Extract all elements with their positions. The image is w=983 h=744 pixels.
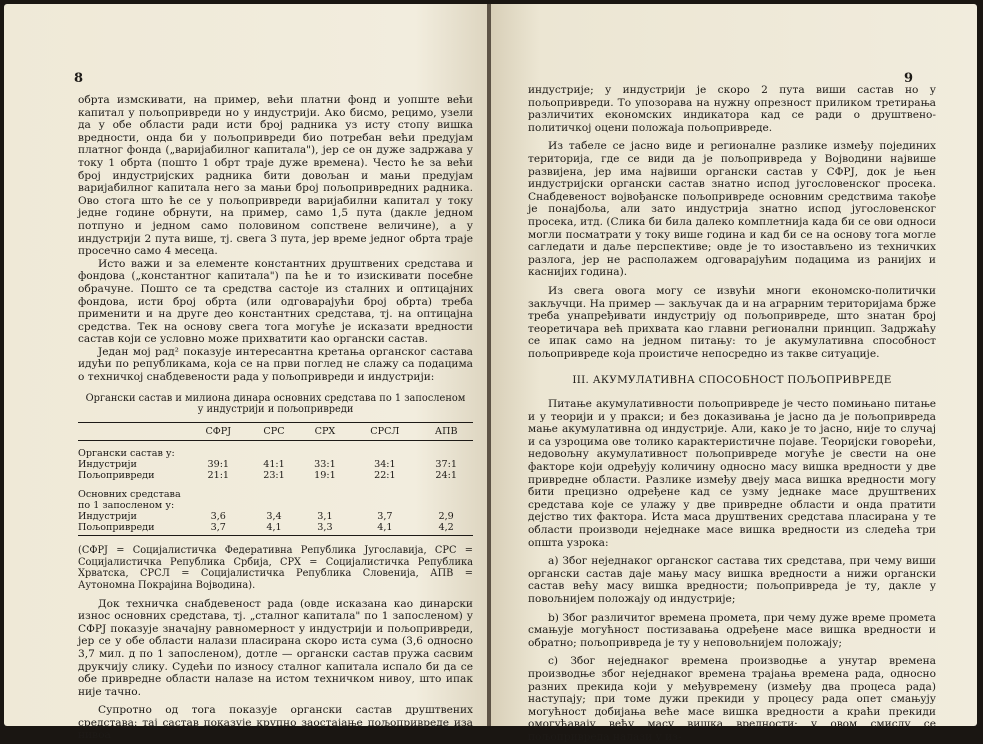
paragraph: обрта измскивати, на пример, већи платни фонд и уопште већи капитал у пољопривреди но у индустрији. Ако бисмо, рецимо, узели да у обе области ради исти број радника уз исту стопу вишка вредности, онда би у пољопривреди био потребан већи предујам платног фонда („варијабилног капитала"), јер се он дуже задржава у току 1 обрта (пошто 1 обрт траје дуже времена). Често ће за већи број индустријских радника бити довољан и мањи предујам варијабилног капитала него за мањи број пољопривредних радника. Ово стога што ће се у пољопривреди варијабилни капитал у току једне године обрнути, на пример, само 1,5 пута (дакле једном потпуно и једном само половином сопствене величине), а у индустрији 2 пута више, тј. свега 3 пута, јер време једног обрта траје просечно само 4 месеца. [78,94,473,258]
table-row [78,511,473,522]
table-cell: 3,3 [299,522,350,536]
table-cell: 3,6 [210,511,226,523]
table-group-label-row [78,500,473,511]
table-cell: 41:1 [263,459,285,471]
table-header-cell: АПВ [419,422,473,440]
table-cell: 24:1 [435,470,457,482]
table-header-cell [78,422,188,440]
paragraph: Док техничка снабдевеност рада (овде исказана као динарски износ основних средстава, тј. „сталног капитала" по 1 запосленом) у СФРЈ показује значајну равномерност у индустрији и пољопривреди, јер се у обе области налази пласирана скоро иста сума (3,6 односно 3,7 мил. д по 1 запосленом), дотле — органски састав пружа сасвим друкчију слику. Судећи по износу сталног капитала испало би да се обе привредне области налазе на истом техничком нивоу, што ипак није тачно. [78,597,473,698]
table-row-label: Пољопривреди [78,522,188,536]
table-row-label: Индустрији [78,511,137,523]
table-header-cell: СФРЈ [188,422,249,440]
table-cell: 2,9 [438,511,454,523]
table-cell: 19:1 [314,470,336,482]
table-header-cell: СРХ [299,422,350,440]
paragraph: Из свега овога могу се извући многи економско-политички закључци. На пример — закључак да и на аграрним територијама брже треба унапређивати индустрију од пољопривреде, што знатан број теоретичара већ прихвата као главни регионални принцип. Задржаћу се ипак само на једном питању: то је акумулативна способност пољопривреде која проистиче непосредно из такве ситуације. [528,284,936,360]
table-cell: 39:1 [207,459,230,471]
table-row-label: Пољопривреди [78,470,155,482]
page-number: 8 [74,71,84,86]
table-cell: 22:1 [374,470,396,482]
table-row [78,470,473,481]
data-table [78,422,473,537]
table-cell: 3,7 [377,511,393,523]
table-cell: 34:1 [374,459,396,471]
table-title-line: у индустрији и пољопривреди [197,404,354,416]
list-item: а) Због неједнаког органског састава тих средстава, при чему виши органски састав даје мању масу вишка вредности а нижи органски састав већу масу вишка вредности; пољопривреда је ту, дакле у повољнијем положају од индустрије; [528,555,936,605]
paragraph: индустрије; у индустрији је скоро 2 пута виши састав но у пољопривреди. То упозорава на нужну опрезност приликом третирања различитих економских индикатора кад се ради о друштвено-политичкој оцени положаја пољопривреде. [528,84,936,134]
section-heading: III. АКУМУЛАТИВНА СПОСОБНОСТ ПОЉОПРИВРЕДЕ [572,374,892,387]
table-group-label-row [78,448,473,459]
list-item: c) Због неједнаког времена производње а унутар времена производње због неједнаког времена трајања времена рада, односно разних прекида који у међувремену (између два процеса рада) наступају; при томе дужи прекиди у процесу рада опет смањују могућност добијања веће масе вишка вредности а краћи прекиди омогућавају већу масу вишка вредности; у овом смислу се пољопривреда налази у из- [528,655,936,743]
table-group-label: по 1 запосленом у: [78,500,175,512]
table-row [78,522,473,536]
paragraph: Супротно од тога показује органски састав друштвених средстава: тај састав показује крупно заостајање пољопривреде иза нивоа [78,704,473,742]
paragraph: Из табеле се јасно виде и регионалне разлике између појединих територија, где се види да је пољопривреда у Војводини највише развијена, јер има највиши органски састав у СФРЈ, док је њен индустријски органски састав знатно испод југословенског просека. Снабдевеност војвођанске пољопривреде основним средствима такође је понајбоља, али зато индустрија знатно испод југословенског просека, итд. (Слика би била далеко комплетнија када би се ови односи могли посматрати у току више година и кад би се на основу тога могле сагледати и даље перспективе; овде је то изостављено из техничких разлога, јер не располажем одговарајућим подацима из ранијих и каснијих година). [528,140,936,279]
left-page [4,4,488,742]
table-cell: 3,1 [317,511,333,523]
table-header-cell: СРС [249,422,300,440]
table-cell: 4,1 [350,522,419,536]
paragraph: Питање акумулативности пољопривреде је често помињано питање и у теорији и у пракси; и без доказивања је јасно да је пољопривреда мање акумулативна од индустрије. Али, како је то јасно, није то случај и са узроцима ове толико карактеристичне појаве. Теоријски говорећи, недовољну акумулативност пољопривреде могуће је свести на оне факторе који одређују количину односно масу вишка вредности у две привредне области. Разлике између двеју маса вишка вредности могу бити прецизно одређене кад се узму једнаке масе друштвених средстава које се улажу у две привредне области и онда пратити дејство тих фактора. Иста маса друштвених средстава пласирана у те области производи неједнаке масе вишка вредности из следећа три општа узрока: [528,398,936,549]
right-text-column [528,84,936,744]
table-row-label: Индустрији [78,459,137,471]
table-cell: 21:1 [207,470,230,482]
table-group-label-row [78,489,473,500]
right-page [491,4,977,743]
page-number: 9 [904,71,914,86]
table-cell: 33:1 [314,459,336,471]
table-group-label: Органски састав у: [78,448,175,460]
table-header-row [78,422,473,440]
table-group-label: Основних средстава [78,489,181,501]
table-cell: 3,7 [188,522,249,536]
table-cell: 3,4 [266,511,282,523]
left-text-column [78,94,473,742]
abbreviations-note: (СФРЈ = Социјалистичка Федеративна Република Југославија, СРС = Социјалистичка Република Србија, СРХ = Социјалистичка Република Хрватска, СРСЛ = Социјалистичка Република Словенија, АПВ = Аутономна Покрајина Војводина). [78,545,473,591]
table-header-cell: СРСЛ [350,422,419,440]
list-item: b) Због различитог времена промета, при чему дуже време промета смањује могућност постизавања одређене масе вишка вредности и обратно; пољопривреда је ту у неповољнијем положају; [528,611,936,649]
paragraph: Један мој рад² показује интересантна кретања органског састава идући по републикама, која се на први поглед не слажу са подацима о техничкој снабдевености рада у пољопривреди и индустрији: [78,345,473,384]
paragraph: Исто важи и за елементе константних друштвених средстава и фондова („константног капитала") па ће и то изискивати посебне обрачуне. Пошто се та средства састоје из сталних и оптицајних фондова, исти број обрта (или одговарајући број обрта) треба применити и на друге део константних средстава, тј. на оптицајна средства. Тек на основу свега тога могуће је исказати вредности састав који се условно може прихватити као органски састав. [78,257,473,346]
table-cell: 4,1 [249,522,300,536]
table-row [78,459,473,470]
table-cell: 4,2 [419,522,473,536]
table-title-line: Органски састав и милиона динара основних средстава по 1 запосленом [85,392,466,404]
table-cell: 37:1 [435,459,457,471]
table-title [78,393,473,416]
table-cell: 23:1 [263,470,285,482]
